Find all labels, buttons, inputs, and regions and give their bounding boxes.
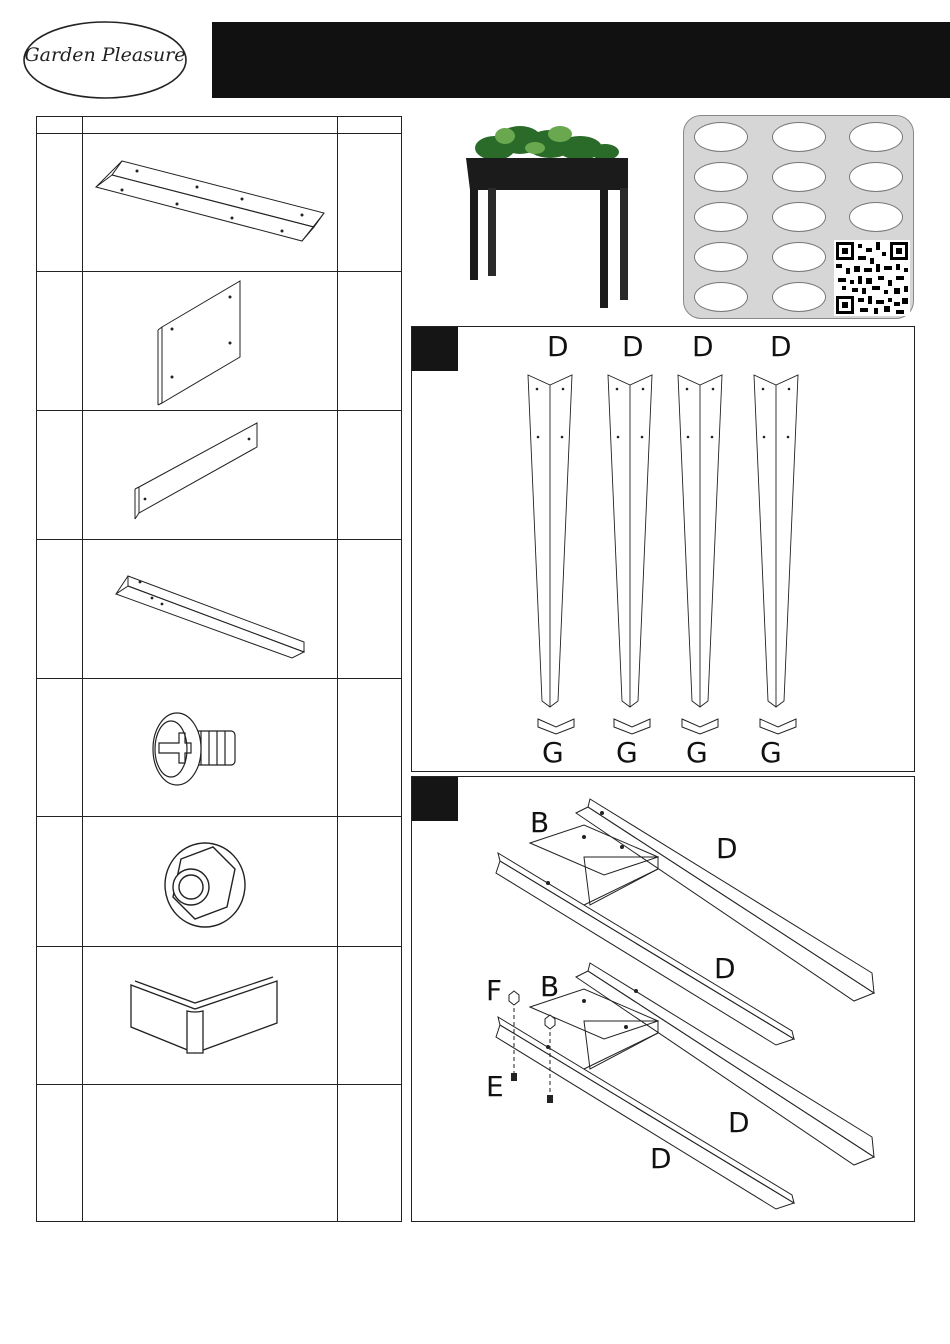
step-1-badge bbox=[412, 327, 458, 371]
pack-slot bbox=[694, 242, 748, 272]
pack-slot bbox=[772, 242, 826, 272]
part-label-d: D bbox=[716, 832, 738, 865]
part-label-e: E bbox=[486, 1070, 504, 1103]
end-panel-icon bbox=[152, 277, 252, 407]
leg-icon bbox=[672, 371, 728, 717]
table-row-divider bbox=[37, 816, 401, 817]
leg-icon bbox=[602, 371, 658, 717]
table-row-divider bbox=[37, 1084, 401, 1085]
foot-cap-icon bbox=[536, 715, 576, 735]
part-label-d: D bbox=[728, 1106, 750, 1139]
parts-table bbox=[36, 116, 402, 1222]
table-row-divider bbox=[37, 271, 401, 272]
part-label-b: B bbox=[540, 970, 560, 1003]
raised-planter-photo bbox=[460, 118, 638, 318]
part-label-d: D bbox=[547, 330, 569, 363]
flange-nut-icon bbox=[157, 835, 247, 930]
part-label-d: D bbox=[622, 330, 644, 363]
part-label-g: G bbox=[616, 736, 638, 769]
qr-code-icon bbox=[834, 240, 910, 316]
pack-slot bbox=[772, 122, 826, 152]
foot-cap-icon bbox=[127, 975, 287, 1060]
table-col-divider bbox=[337, 117, 338, 1221]
part-label-b: B bbox=[530, 806, 550, 839]
part-label-g: G bbox=[542, 736, 564, 769]
table-header-divider bbox=[37, 133, 401, 134]
table-col-divider bbox=[82, 117, 83, 1221]
pack-slot bbox=[772, 162, 826, 192]
pack-slot bbox=[849, 202, 903, 232]
angle-rail-icon bbox=[112, 572, 312, 662]
pack-slot bbox=[694, 282, 748, 312]
pack-slot bbox=[849, 122, 903, 152]
foot-cap-icon bbox=[758, 715, 798, 735]
part-label-g: G bbox=[686, 736, 708, 769]
brand-logo-text: Garden Pleasure bbox=[24, 44, 186, 66]
pack-slot bbox=[694, 202, 748, 232]
step-1-panel bbox=[411, 326, 915, 772]
table-row-divider bbox=[37, 410, 401, 411]
pack-slot bbox=[694, 162, 748, 192]
part-label-d: D bbox=[714, 952, 736, 985]
foot-cap-icon bbox=[612, 715, 652, 735]
pack-slot bbox=[694, 122, 748, 152]
table-row-divider bbox=[37, 539, 401, 540]
pack-slot bbox=[849, 162, 903, 192]
table-row-divider bbox=[37, 678, 401, 679]
foot-cap-icon bbox=[680, 715, 720, 735]
pack-slot bbox=[772, 202, 826, 232]
part-label-d: D bbox=[692, 330, 714, 363]
part-label-f: F bbox=[486, 974, 503, 1007]
pack-slot bbox=[772, 282, 826, 312]
leg-icon bbox=[522, 371, 578, 717]
leg-icon bbox=[748, 371, 804, 717]
bolt-icon bbox=[147, 705, 247, 795]
part-label-d: D bbox=[650, 1142, 672, 1175]
step-2-panel bbox=[411, 776, 915, 1222]
part-label-g: G bbox=[760, 736, 782, 769]
part-label-d: D bbox=[770, 330, 792, 363]
table-row-divider bbox=[37, 946, 401, 947]
side-panel-long-icon bbox=[92, 153, 332, 253]
header-banner bbox=[212, 22, 950, 98]
short-panel-icon bbox=[129, 417, 269, 527]
